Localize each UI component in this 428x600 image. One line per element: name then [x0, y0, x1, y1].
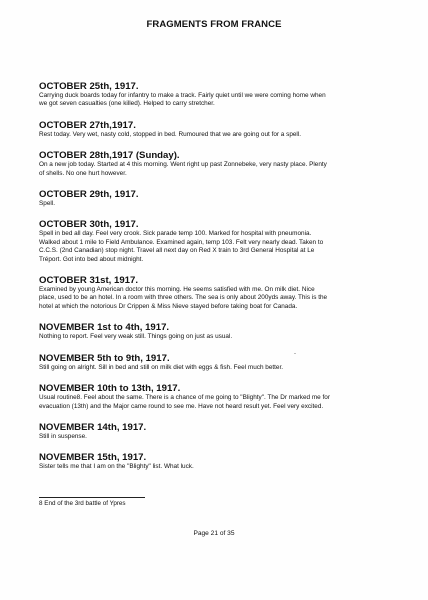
footnote-divider [39, 497, 145, 498]
entry-text: Spell in bed all day. Feel very crook. Sick parade temp 100. Marked for hospital with pneumonia. Walked about 1 mile to Field Ambulance. Examined again, temp 103. Felt very nearly dead. Taken to C.C.S. (2nd Canadian) stop night. Travel all next day on Red X train to 3rd General Hospital at Le Tréport. Got into bed about midnight. [39, 230, 324, 263]
entry-date-heading: OCTOBER 25th, 1917. [39, 81, 139, 92]
diary-entry [39, 322, 389, 341]
entry-date-heading: OCTOBER 30th, 1917. [39, 219, 139, 231]
entry-date-heading: OCTOBER 29th, 1917. [39, 189, 139, 201]
entry-text: Nothing to report. Feel very weak still. Things going on just as usual. [39, 333, 233, 341]
entry-date-heading: OCTOBER 28th,1917 (Sunday). [39, 150, 180, 162]
scan-mark: - [294, 351, 296, 357]
entry-text: Still going on alright. Sill in bed and still on milk diet with eggs & fish. Feel much better. [39, 363, 284, 371]
diary-entry [39, 275, 389, 311]
entry-date-heading: NOVEMBER 1st to 4th, 1917. [39, 322, 170, 334]
diary-entry [39, 120, 389, 139]
diary-entry [39, 422, 389, 441]
page-number: Page 21 of 35 [193, 530, 235, 537]
entry-text: Usual routine8. Feel about the same. There is a chance of me going to "Blighty". The Dr marked me for evacuation (13th) and the Major came round to see me. Have not heard result yet. Feel very excited. [39, 394, 330, 410]
entry-date-heading: OCTOBER 31st, 1917. [39, 275, 139, 287]
entry-date-heading: OCTOBER 27th,1917. [39, 119, 136, 131]
entry-text: Spell. [39, 200, 55, 208]
entry-date-heading: NOVEMBER 15th, 1917. [39, 452, 147, 464]
entry-text: Carrying duck boards today for infantry to make a track. Fairly quiet until we were coming home when we got seven casualties (one killed). Helped to carry stretcher. [39, 92, 326, 108]
diary-entries [39, 81, 389, 472]
footnote: 8 End of the 3rd battle of Ypres [39, 500, 126, 507]
diary-entry [39, 81, 389, 109]
page-title: FRAGMENTS FROM FRANCE [146, 19, 282, 30]
diary-entry [39, 150, 389, 178]
diary-entry [39, 219, 389, 264]
diary-entry [39, 353, 389, 372]
entry-text: Examined by young American doctor this morning. He seems satisfied with me. On milk diet. Nice place, used to be an hotel. In a room with three others. The sea is only about 200yds away. This is the hotel at which the notorious Dr Crippen & Miss Nieve stayed before taking boat for Canada. [39, 286, 328, 310]
diary-entry [39, 189, 389, 208]
entry-text: On a new job today. Started at 4 this morning. Went right up past Zonnebeke, very nasty place. Plenty of shells. No one hurt however. [39, 161, 327, 177]
entry-date-heading: NOVEMBER 10th to 13th, 1917. [39, 383, 181, 395]
entry-text: Rest today. Very wet, nasty cold, stopped in bed. Rumoured that we are going out for a spell. [39, 130, 302, 138]
diary-entry [39, 452, 389, 471]
entry-date-heading: NOVEMBER 14th, 1917. [39, 421, 147, 433]
entry-text: Sister tells me that I am on the "Blighty" list. What luck. [39, 463, 194, 471]
entry-text: Still in suspense. [39, 432, 87, 440]
diary-entry [39, 383, 389, 411]
entry-date-heading: NOVEMBER 5th to 9th, 1917. [39, 352, 170, 364]
